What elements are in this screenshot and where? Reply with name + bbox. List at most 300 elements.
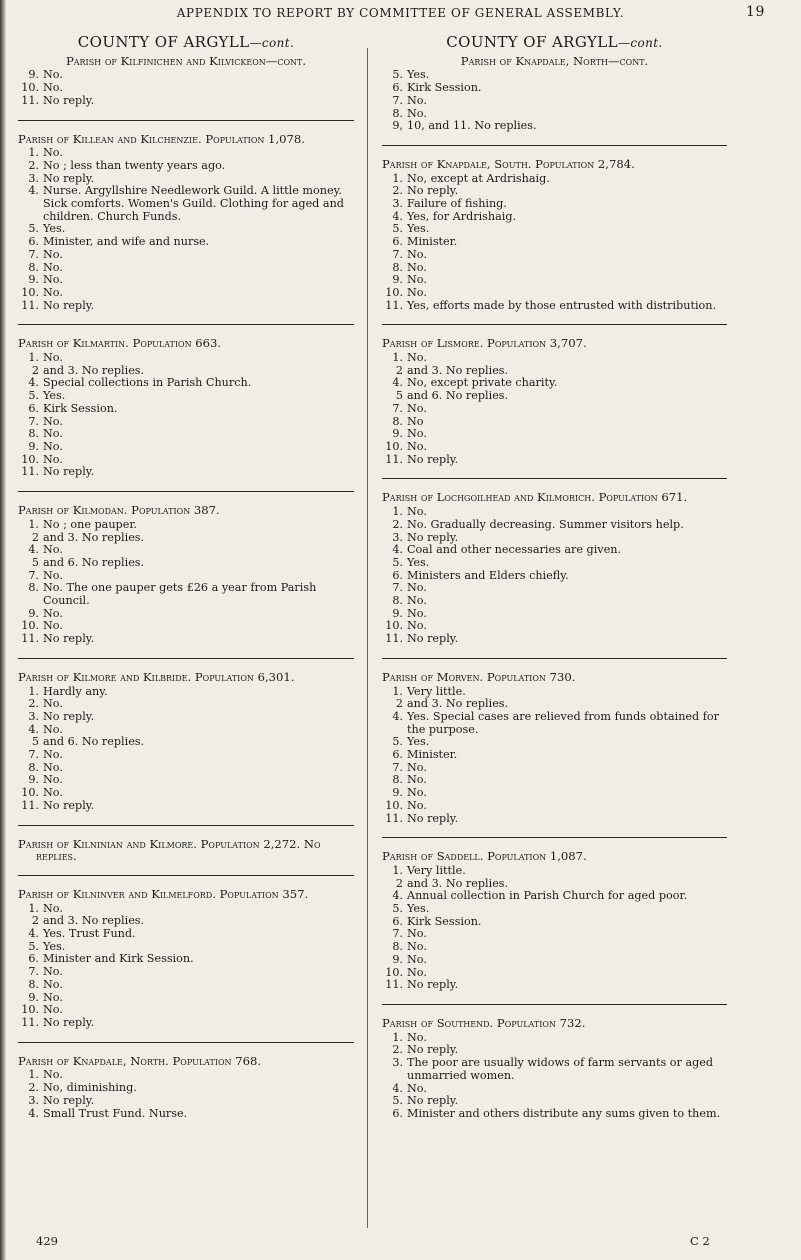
parish-section xyxy=(18,504,354,646)
answer-item xyxy=(382,557,727,570)
answer-text: No reply. xyxy=(407,184,459,198)
answer-text: Minister, and wife and nurse. xyxy=(43,235,210,249)
answer-item xyxy=(18,185,354,223)
answer-number: 7. xyxy=(28,414,39,428)
answer-text: No. xyxy=(407,1081,427,1095)
answer-number: 5 xyxy=(395,389,403,403)
answer-number: 1. xyxy=(28,901,39,915)
section-rule xyxy=(18,491,354,492)
answer-text: and 3. No replies. xyxy=(407,363,509,377)
answer-item xyxy=(382,890,727,903)
answer-number: 6. xyxy=(392,914,403,928)
answer-number: 8. xyxy=(28,581,39,595)
answer-text: Minister and others distribute any sums given to them. xyxy=(407,1106,721,1120)
answer-number: 1. xyxy=(28,517,39,531)
answer-number: 6. xyxy=(392,235,403,249)
answer-number: 3. xyxy=(28,709,39,723)
answer-text: No. xyxy=(407,1030,427,1044)
answer-number: 6. xyxy=(28,401,39,415)
answer-text: Yes. xyxy=(407,735,430,749)
answer-text: 10, and 11. No replies. xyxy=(407,119,537,133)
answer-text: The poor are usually widows of farm servants or aged unmarried women. xyxy=(407,1056,714,1082)
answer-text: Yes. xyxy=(43,222,66,236)
answer-number: 8. xyxy=(28,760,39,774)
answer-text: No. xyxy=(407,773,427,787)
answer-item xyxy=(382,287,727,300)
answer-list xyxy=(382,506,727,646)
answer-number: 4. xyxy=(392,1081,403,1095)
answer-number: 4. xyxy=(28,1106,39,1120)
answer-number: 8. xyxy=(392,940,403,954)
answer-number: 1. xyxy=(28,146,39,160)
answer-text: No. xyxy=(43,285,63,299)
parish-heading: Parish of Kilmodan. Population 387. xyxy=(18,503,220,518)
county-cont: —cont. xyxy=(249,36,295,50)
answer-number: 10. xyxy=(385,439,403,453)
answer-number: 1. xyxy=(28,684,39,698)
section-rule xyxy=(382,1004,727,1005)
answer-text: No. xyxy=(407,798,427,812)
answer-number: 10. xyxy=(21,81,39,95)
answer-text: No. xyxy=(407,273,427,287)
answer-item xyxy=(382,352,727,365)
answer-item xyxy=(382,249,727,262)
left-column xyxy=(18,36,354,1244)
answer-number: 4. xyxy=(392,543,403,557)
answer-number: 4. xyxy=(28,722,39,736)
answer-item xyxy=(18,377,354,390)
parish-heading: Parish of Southend. Population 732. xyxy=(382,1016,586,1030)
answer-item xyxy=(382,608,727,621)
answer-text: No. xyxy=(43,568,63,582)
answer-text: Yes. xyxy=(407,902,430,916)
answer-item xyxy=(382,800,727,813)
footer-right: C 2 xyxy=(690,1234,710,1248)
answer-number: 8. xyxy=(392,414,403,428)
answer-number: 1. xyxy=(392,171,403,185)
answer-number: 11. xyxy=(21,298,39,312)
answer-number: 3. xyxy=(28,171,39,185)
answer-text: Ministers and Elders chiefly. xyxy=(407,568,569,582)
answer-item xyxy=(382,595,727,608)
answer-number: 5 xyxy=(31,555,39,569)
answer-text: No reply. xyxy=(43,93,95,107)
answer-text: Small Trust Fund. Nurse. xyxy=(43,1106,188,1120)
answer-text: No. xyxy=(407,247,427,261)
answer-number: 9. xyxy=(392,606,403,620)
answer-text: No. xyxy=(407,965,427,979)
answer-item xyxy=(382,633,727,646)
answer-number: 5 xyxy=(31,735,39,749)
answer-list xyxy=(18,69,354,107)
answer-item xyxy=(18,274,354,287)
answer-number: 8. xyxy=(392,260,403,274)
answer-item xyxy=(18,390,354,403)
answer-list xyxy=(18,1069,354,1120)
answer-number: 8. xyxy=(28,977,39,991)
answer-text: Yes. xyxy=(43,939,66,953)
answer-number: 6. xyxy=(28,952,39,966)
answer-item xyxy=(18,352,354,365)
answer-item xyxy=(18,557,354,570)
answer-item xyxy=(382,749,727,762)
answer-item xyxy=(382,519,727,532)
answer-number: 8. xyxy=(392,106,403,120)
answer-text: No ; one pauper. xyxy=(43,517,138,531)
answer-item xyxy=(382,865,727,878)
answer-text: No. xyxy=(407,439,427,453)
answer-number: 2 xyxy=(31,363,39,377)
answer-item xyxy=(18,1108,354,1121)
running-head xyxy=(0,6,801,20)
answer-number: 4. xyxy=(392,889,403,903)
parish-heading: Parish of Morven. Population 730. xyxy=(382,669,576,684)
answer-text: No. xyxy=(43,977,63,991)
answer-number: 9. xyxy=(28,439,39,453)
answer-item xyxy=(382,941,727,954)
answer-text: No. xyxy=(407,786,427,800)
answer-item xyxy=(18,762,354,775)
answer-text: No. xyxy=(407,594,427,608)
parish-section xyxy=(382,337,727,466)
county-name: COUNTY OF ARGYLL xyxy=(446,36,619,51)
answer-text: No reply. xyxy=(43,798,95,812)
section-rule xyxy=(382,837,727,838)
answer-item xyxy=(18,966,354,979)
parish-section xyxy=(382,671,727,825)
answer-text: No reply. xyxy=(43,1093,95,1107)
county-name: COUNTY OF ARGYLL xyxy=(77,36,250,51)
answer-text: and 3. No replies. xyxy=(43,363,145,377)
answer-item xyxy=(18,262,354,275)
answer-text: No, except private charity. xyxy=(407,376,558,390)
answer-text: No. xyxy=(407,351,427,365)
answer-text: and 3. No replies. xyxy=(407,876,509,890)
answer-text: No reply. xyxy=(407,530,459,544)
parish-heading: Parish of Knapdale, North—cont. xyxy=(460,53,649,68)
answer-number: 1. xyxy=(392,684,403,698)
answer-list xyxy=(382,173,727,313)
answer-item xyxy=(382,711,727,736)
answer-number: 7. xyxy=(392,581,403,595)
answer-number: 7. xyxy=(28,965,39,979)
answer-list xyxy=(382,865,727,992)
answer-number: 9. xyxy=(28,990,39,1004)
answer-item xyxy=(18,633,354,646)
answer-text: No. xyxy=(43,146,63,160)
answer-text: No reply. xyxy=(43,171,95,185)
answer-text: No reply. xyxy=(407,978,459,992)
parish-list xyxy=(18,55,354,1121)
section-rule xyxy=(18,825,354,826)
answer-item xyxy=(18,928,354,941)
answer-item xyxy=(382,428,727,441)
answer-item xyxy=(18,403,354,416)
answer-item xyxy=(382,762,727,775)
answer-number: 8. xyxy=(392,773,403,787)
parish-section xyxy=(18,1055,354,1121)
answer-text: No reply. xyxy=(407,1094,459,1108)
answer-text: No reply. xyxy=(43,298,95,312)
answer-number: 9, xyxy=(392,119,403,133)
answer-item xyxy=(18,953,354,966)
answer-number: 6. xyxy=(28,235,39,249)
answer-text: No. Gradually decreasing. Summer visitors help. xyxy=(407,517,684,531)
answer-item xyxy=(18,532,354,545)
column-divider xyxy=(367,48,368,1228)
answer-text: No, diminishing. xyxy=(43,1081,137,1095)
answer-text: No, except at Ardrishaig. xyxy=(407,171,550,185)
answer-text: No xyxy=(407,414,424,428)
answer-text: and 3. No replies. xyxy=(43,530,145,544)
parish-section xyxy=(382,850,727,992)
answer-number: 7. xyxy=(28,247,39,261)
answer-text: Hardly any. xyxy=(43,684,108,698)
answer-number: 10. xyxy=(385,965,403,979)
answer-item xyxy=(18,1017,354,1030)
answer-text: Yes. xyxy=(407,68,430,82)
answer-number: 10. xyxy=(385,285,403,299)
answer-number: 1. xyxy=(392,351,403,365)
answer-item xyxy=(382,903,727,916)
parish-list xyxy=(382,55,727,1121)
answer-text: Kirk Session. xyxy=(407,914,482,928)
answer-number: 10. xyxy=(21,452,39,466)
answer-item xyxy=(382,262,727,275)
answer-text: No reply. xyxy=(43,709,95,723)
answer-item xyxy=(18,300,354,313)
parish-heading: Parish of Kilninver and Kilmelford. Population 357. xyxy=(18,886,309,901)
answer-item xyxy=(18,441,354,454)
answer-text: No. xyxy=(43,351,63,365)
answer-item xyxy=(382,979,727,992)
answer-text: and 3. No replies. xyxy=(407,697,509,711)
answer-item xyxy=(18,236,354,249)
answer-item xyxy=(18,287,354,300)
book-spine xyxy=(0,0,6,1260)
answer-text: No. xyxy=(407,606,427,620)
answer-text: Yes. Special cases are relieved from funds obtained for the purpose. xyxy=(407,709,719,736)
answer-item xyxy=(18,787,354,800)
answer-item xyxy=(18,979,354,992)
answer-number: 11. xyxy=(21,632,39,646)
parish-heading: Parish of Killean and Kilchenzie. Population 1,078. xyxy=(18,131,305,146)
parish-section xyxy=(18,888,354,1030)
footer-left: 429 xyxy=(36,1234,58,1248)
county-heading xyxy=(18,36,354,50)
answer-item xyxy=(382,198,727,211)
answer-text: Failure of fishing. xyxy=(407,197,507,211)
parish-section xyxy=(382,491,727,645)
answer-item xyxy=(382,954,727,967)
answer-number: 10. xyxy=(21,619,39,633)
answer-number: 11. xyxy=(21,798,39,812)
section-rule xyxy=(382,145,727,146)
answer-text: and 3. No replies. xyxy=(43,914,145,928)
section-rule xyxy=(18,324,354,325)
answer-text: Special collections in Parish Church. xyxy=(43,376,252,390)
answer-number: 7. xyxy=(392,401,403,415)
answer-item xyxy=(382,82,727,95)
answer-text: Yes. xyxy=(407,555,430,569)
parish-heading: Parish of Lochgoilhead and Kilmorich. Population 671. xyxy=(382,490,688,505)
answer-number: 7. xyxy=(28,748,39,762)
answer-text: No. xyxy=(43,68,63,82)
answer-text: No reply. xyxy=(43,1016,95,1029)
answer-text: No. xyxy=(43,697,63,711)
answer-list xyxy=(18,519,354,646)
section-rule xyxy=(382,324,727,325)
answer-list xyxy=(382,352,727,466)
answer-number: 5. xyxy=(392,555,403,569)
answer-list xyxy=(382,1032,727,1121)
answer-number: 9. xyxy=(392,786,403,800)
answer-item xyxy=(382,454,727,467)
answer-text: No reply. xyxy=(43,632,95,646)
answer-item xyxy=(382,1057,727,1082)
answer-number: 1. xyxy=(392,1030,403,1044)
county-cont: —cont. xyxy=(618,36,663,50)
answer-number: 2. xyxy=(392,1043,403,1057)
answer-item xyxy=(382,506,727,519)
answer-text: and 6. No replies. xyxy=(43,555,145,569)
answer-number: 5. xyxy=(28,939,39,953)
answer-item xyxy=(382,916,727,929)
answer-text: Minister. xyxy=(407,748,458,762)
answer-text: No. xyxy=(407,285,427,299)
answer-number: 4. xyxy=(392,376,403,390)
answer-text: No reply. xyxy=(407,452,459,466)
parish-heading: Parish of Lismore. Population 3,707. xyxy=(382,336,587,351)
answer-number: 6. xyxy=(392,1106,403,1120)
answer-number: 3. xyxy=(392,1056,403,1070)
parish-section xyxy=(382,1017,727,1121)
answer-number: 9. xyxy=(28,773,39,787)
answer-number: 11. xyxy=(385,632,403,646)
answer-number: 11. xyxy=(385,452,403,466)
parish-section xyxy=(18,55,354,108)
answer-number: 5. xyxy=(392,902,403,916)
answer-item xyxy=(18,582,354,607)
answer-text: No. xyxy=(43,543,63,557)
answer-text: No. xyxy=(43,786,63,800)
answer-text: No. xyxy=(407,760,427,774)
parish-section xyxy=(18,133,354,313)
answer-text: No. xyxy=(407,260,427,274)
answer-text: No. xyxy=(407,427,427,441)
section-rule xyxy=(18,875,354,876)
answer-text: No. xyxy=(43,1003,63,1017)
answer-number: 5. xyxy=(28,389,39,403)
parish-heading: Parish of Kilninian and Kilmore. Population 2,272. No replies. xyxy=(18,836,321,864)
parish-heading: Parish of Kilfinichen and Kilvickeon—cont. xyxy=(65,53,307,68)
answer-number: 11. xyxy=(385,978,403,992)
section-rule xyxy=(382,658,727,659)
answer-number: 9. xyxy=(28,273,39,287)
answer-number: 7. xyxy=(392,93,403,107)
answer-item xyxy=(18,800,354,813)
answer-number: 9. xyxy=(28,68,39,82)
answer-text: No. xyxy=(43,965,63,979)
answer-text: No reply. xyxy=(407,1043,459,1057)
answer-text: No. xyxy=(407,581,427,595)
answer-item xyxy=(18,466,354,479)
section-rule xyxy=(18,658,354,659)
answer-item xyxy=(382,120,727,133)
answer-number: 4. xyxy=(28,184,39,198)
parish-heading: Parish of Saddell. Population 1,087. xyxy=(382,849,587,864)
answer-number: 2. xyxy=(28,1081,39,1095)
answer-text: Minister. xyxy=(407,235,458,249)
answer-number: 6. xyxy=(392,81,403,95)
answer-number: 3. xyxy=(392,530,403,544)
answer-item xyxy=(18,544,354,557)
answer-number: 2 xyxy=(31,914,39,928)
right-column xyxy=(382,36,727,1244)
answer-number: 5. xyxy=(392,68,403,82)
answer-item xyxy=(382,236,727,249)
answer-item xyxy=(18,160,354,173)
answer-text: No. xyxy=(43,760,63,774)
answer-item xyxy=(18,608,354,621)
answer-text: Coal and other necessaries are given. xyxy=(407,543,621,557)
answer-list xyxy=(382,686,727,826)
answer-number: 1. xyxy=(392,863,403,877)
answer-text: Annual collection in Parish Church for aged poor. xyxy=(407,889,688,903)
answer-number: 6. xyxy=(392,748,403,762)
answer-list xyxy=(18,147,354,312)
answer-text: Nurse. Argyllshire Needlework Guild. A little money. Sick comforts. Women's Guild. Clothing for aged and children. Church Funds. xyxy=(43,184,344,223)
answer-item xyxy=(18,428,354,441)
answer-item xyxy=(382,95,727,108)
answer-number: 1. xyxy=(28,351,39,365)
answer-item xyxy=(18,1082,354,1095)
answer-text: and 6. No replies. xyxy=(407,389,509,403)
answer-number: 4. xyxy=(28,543,39,557)
answer-number: 5. xyxy=(392,1094,403,1108)
answer-item xyxy=(382,211,727,224)
answer-item xyxy=(382,441,727,454)
answer-text: No. xyxy=(43,439,63,453)
answer-text: No ; less than twenty years ago. xyxy=(43,158,226,172)
section-rule xyxy=(382,478,727,479)
answer-number: 9. xyxy=(392,952,403,966)
answer-list xyxy=(382,69,727,133)
answer-text: No. xyxy=(43,748,63,762)
answer-item xyxy=(18,249,354,262)
parish-section xyxy=(18,337,354,479)
answer-number: 2 xyxy=(395,363,403,377)
answer-number: 4. xyxy=(392,709,403,723)
answer-text: No. xyxy=(43,414,63,428)
answer-text: No. The one pauper gets £26 a year from Parish Council. xyxy=(43,581,317,608)
answer-number: 7. xyxy=(28,568,39,582)
answer-number: 2. xyxy=(28,158,39,172)
answer-number: 1. xyxy=(28,1068,39,1082)
answer-item xyxy=(18,992,354,1005)
answer-list xyxy=(18,686,354,813)
answer-number: 3. xyxy=(28,1093,39,1107)
answer-number: 8. xyxy=(28,427,39,441)
answer-number: 8. xyxy=(28,260,39,274)
parish-heading: Parish of Kilmartin. Population 663. xyxy=(18,336,222,351)
parish-section xyxy=(382,55,727,133)
answer-text: No. xyxy=(407,401,427,415)
answer-item xyxy=(18,686,354,699)
answer-item xyxy=(18,95,354,108)
answer-number: 9. xyxy=(28,606,39,620)
answer-item xyxy=(18,416,354,429)
